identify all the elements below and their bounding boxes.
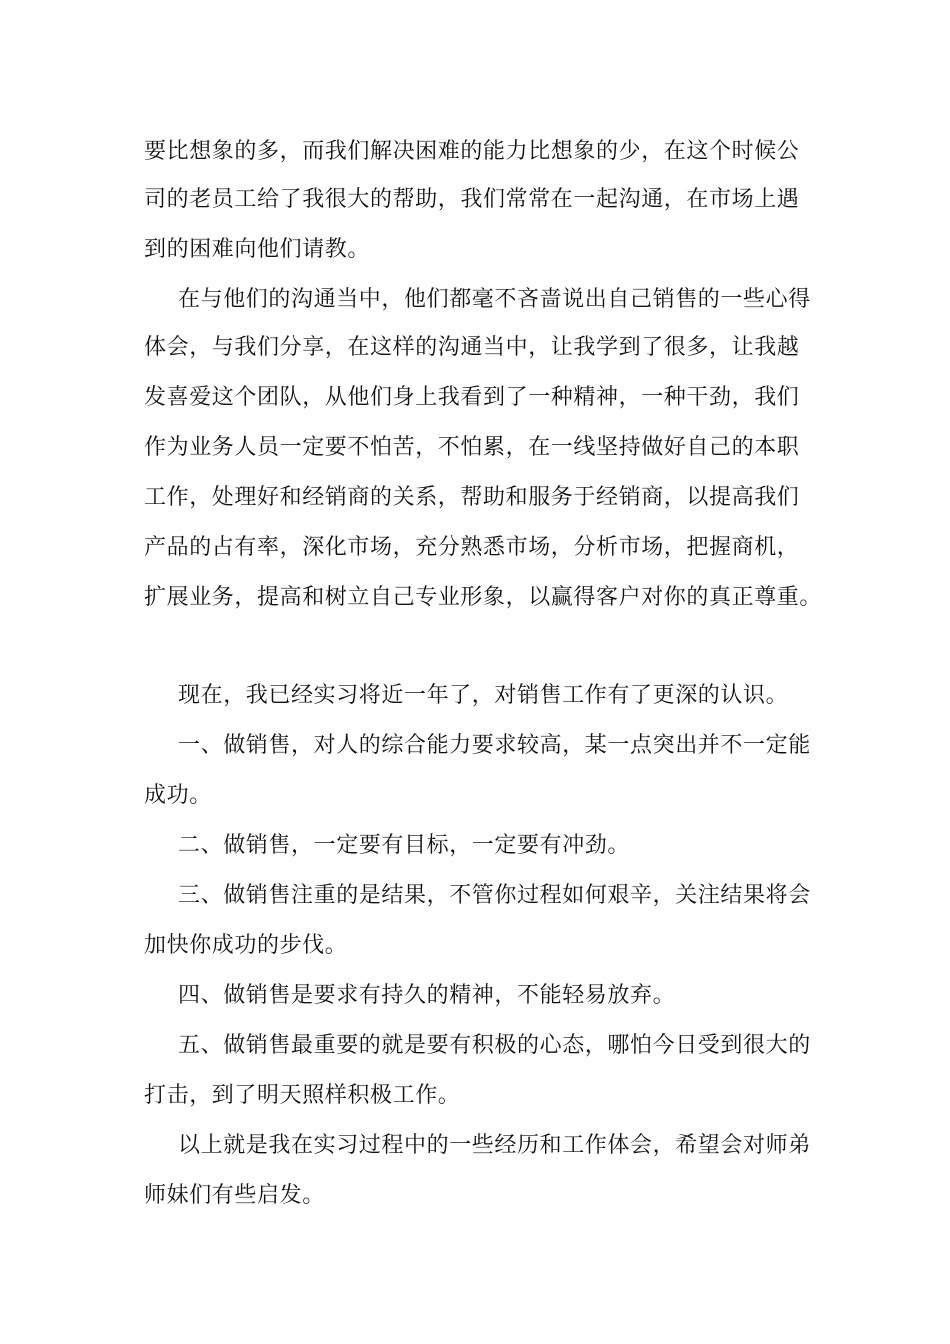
text-line: 到的困难向他们请教。	[144, 237, 371, 262]
text-line: 现在，我已经实习将近一年了，对销售工作有了更深的认识。	[178, 683, 789, 708]
text-line: 二、做销售，一定要有目标，一定要有冲劲。	[178, 833, 631, 858]
text-line: 成功。	[144, 783, 212, 808]
text-line: 作为业务人员一定要不怕苦，不怕累，在一线坚持做好自己的本职	[144, 435, 800, 460]
text-line: 在与他们的沟通当中，他们都毫不吝啬说出自己销售的一些心得	[178, 287, 811, 312]
text-line: 以上就是我在实习过程中的一些经历和工作体会，希望会对师弟	[178, 1133, 811, 1158]
text-line: 体会，与我们分享，在这样的沟通当中，让我学到了很多，让我越	[144, 335, 800, 360]
text-line: 五、做销售最重要的就是要有积极的心态，哪怕今日受到很大的	[178, 1033, 811, 1058]
text-line: 要比想象的多，而我们解决困难的能力比想象的少，在这个时候公	[144, 139, 800, 164]
text-line: 师妹们有些启发。	[144, 1183, 325, 1208]
text-line: 一、做销售，对人的综合能力要求较高，某一点突出并不一定能	[178, 733, 811, 758]
text-line: 四、做销售是要求有持久的精神，不能轻易放弃。	[178, 983, 676, 1008]
text-line: 三、做销售注重的是结果，不管你过程如何艰辛，关注结果将会	[178, 883, 811, 908]
text-line: 加快你成功的步伐。	[144, 933, 348, 958]
text-line: 工作，处理好和经销商的关系，帮助和服务于经销商，以提高我们	[144, 485, 800, 510]
text-line: 扩展业务，提高和树立自己专业形象，以赢得客户对你的真正尊重。	[144, 585, 823, 610]
text-line: 发喜爱这个团队，从他们身上我看到了一种精神，一种干劲，我们	[144, 385, 800, 410]
text-line: 打击，到了明天照样积极工作。	[144, 1083, 461, 1108]
text-line: 司的老员工给了我很大的帮助，我们常常在一起沟通，在市场上遇	[144, 187, 800, 212]
text-line: 产品的占有率，深化市场，充分熟悉市场，分析市场，把握商机，	[144, 535, 800, 560]
